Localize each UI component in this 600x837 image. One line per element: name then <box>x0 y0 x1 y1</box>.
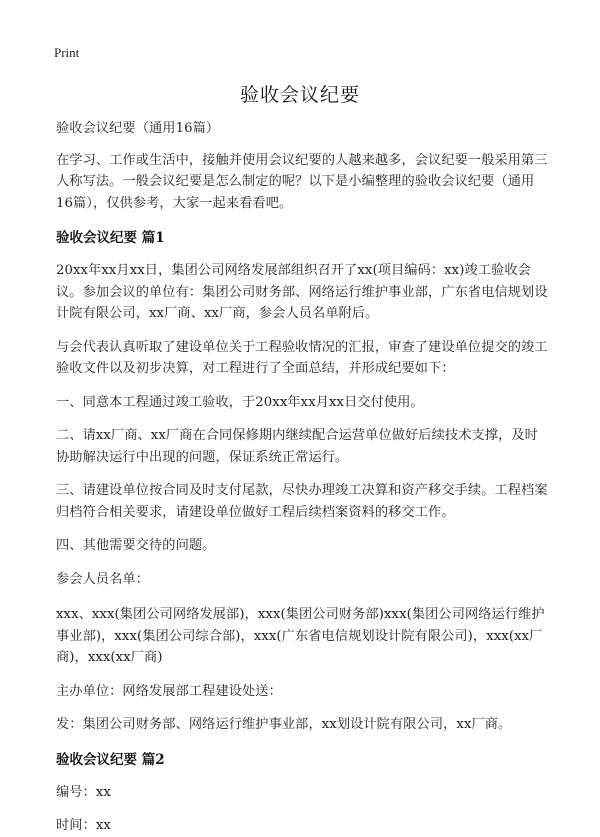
paragraph: 编号：xx <box>56 784 111 800</box>
section-heading-1: 验收会议纪要 篇1 <box>56 230 165 246</box>
paragraph: 与会代表认真听取了建设单位关于工程验收情况的汇报，审查了建设单位提交的竣工验收文件以及初步决算，对工程进行了全面总结，并形成纪要如下： <box>56 339 548 376</box>
document-body <box>56 118 548 837</box>
paragraph: 一、同意本工程通过竣工验收，于20xx年xx月xx日交付使用。 <box>56 394 424 410</box>
intro-paragraph: 在学习、工作或生活中，接触并使用会议纪要的人越来越多，会议纪要一般采用第三人称写法。一般会议纪要是怎么制定的呢？以下是小编整理的验收会议纪要（通用16篇），仅供参考，大家一起来看看吧。 <box>56 152 548 211</box>
page-title: 验收会议纪要 <box>239 84 360 106</box>
paragraph: 参会人员名单： <box>56 571 150 587</box>
paragraph: xxx、xxx(集团公司网络发展部)，xxx(集团公司财务部)xxx(集团公司网络运行维护事业部)，xxx(集团公司综合部)，xxx(广东省电信规划设计院有限公司)，xxx(xx厂商)，xxx(xx厂商) <box>56 607 545 665</box>
paragraph: 20xx年xx月xx日，集团公司网络发展部组织召开了xx(项目编码：xx)竣工验收会议。参加会议的单位有：集团公司财务部、网络运行维护事业部，广东省电信规划设计院有限公司，xx厂商、xx厂商，参会人员名单附后。 <box>56 263 548 321</box>
section-heading-2: 验收会议纪要 篇2 <box>56 751 165 768</box>
paragraph: 三、请建设单位按合同及时支付尾款，尽快办理竣工决算和资产移交手续。工程档案归档符合相关要求，请建设单位做好工程后续档案资料的移交工作。 <box>56 483 548 520</box>
paragraph: 发：集团公司财务部、网络运行维护事业部，xx划设计院有限公司，xx厂商。 <box>56 717 512 732</box>
print-label: Print <box>54 45 80 60</box>
paragraph: 时间：xx <box>56 818 111 833</box>
paragraph: 主办单位：网络发展部工程建设处送： <box>56 683 282 699</box>
paragraph: 二、请xx厂商、xx厂商在合同保修期内继续配合运营单位做好后续技术支撑，及时协助解决运行中出现的问题，保证系统正常运行。 <box>56 428 538 465</box>
subtitle: 验收会议纪要（通用16篇） <box>56 121 220 136</box>
paragraph: 四、其他需要交待的问题。 <box>56 538 216 553</box>
